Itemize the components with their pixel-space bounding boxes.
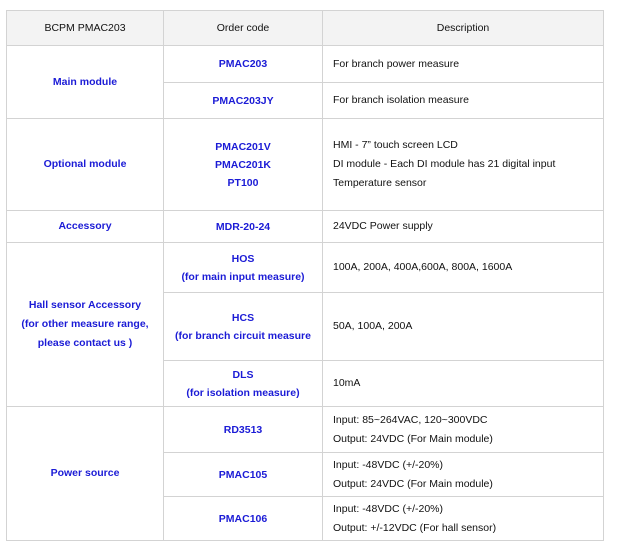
description-group [323,119,604,211]
header-order-code: Order code [164,11,323,46]
description: Temperature sensor [333,177,427,189]
header-row [7,11,604,46]
description: For branch power measure [323,46,604,83]
category-accessory: Accessory [7,211,164,243]
category-hall-sensor [7,243,164,407]
order-code: PMAC201V [215,140,271,153]
description: Input: -48VDC (+/-20%) [333,502,444,515]
category-note: (for other measure range, [21,318,149,330]
order-code-note: (for main input measure) [181,270,305,283]
order-code: DLS [232,368,254,381]
order-code: PMAC201K [214,158,272,171]
table-row [7,243,604,293]
description: Output: 24VDC (For Main module) [333,477,493,490]
order-code-group [164,119,323,211]
table-row [7,407,604,453]
description: HMI - 7” touch screen LCD [333,139,458,151]
order-code: PMAC105 [164,453,323,497]
table-row [7,46,604,83]
description: 24VDC Power supply [323,211,604,243]
table-row [7,119,604,211]
description: For branch isolation measure [323,83,604,119]
table-row [7,211,604,243]
description: 10mA [323,361,604,407]
category-power-source: Power source [7,407,164,541]
order-code-group [164,361,323,407]
description: 100A, 200A, 400A,600A, 800A, 1600A [323,243,604,293]
order-code: PT100 [227,176,259,189]
order-table [6,10,604,541]
category-note: please contact us ) [37,337,133,349]
order-code: RD3513 [164,407,323,453]
description: DI module - Each DI module has 21 digital input [333,158,556,170]
order-code: PMAC203JY [164,83,323,119]
description: Output: 24VDC (For Main module) [333,432,493,445]
category-main-module: Main module [7,46,164,119]
description: Input: -48VDC (+/-20%) [333,458,444,471]
order-code-group [164,243,323,293]
description: Input: 85~264VAC, 120~300VDC [333,413,488,426]
description: 50A, 100A, 200A [323,293,604,361]
order-code: PMAC203 [164,46,323,83]
description-group [323,407,604,453]
category-title: Hall sensor Accessory [28,299,142,311]
description: Output: +/-12VDC (For hall sensor) [333,521,497,534]
description-group [323,453,604,497]
header-description: Description [323,11,604,46]
description-group [323,497,604,541]
category-optional-module: Optional module [7,119,164,211]
order-code: HOS [231,252,255,265]
order-code-note: (for branch circuit measure [175,329,311,342]
order-code: MDR-20-24 [164,211,323,243]
order-code: HCS [231,311,255,324]
order-code: PMAC106 [164,497,323,541]
header-model: BCPM PMAC203 [7,11,164,46]
order-code-note: (for isolation measure) [186,386,300,399]
order-code-group [164,293,323,361]
